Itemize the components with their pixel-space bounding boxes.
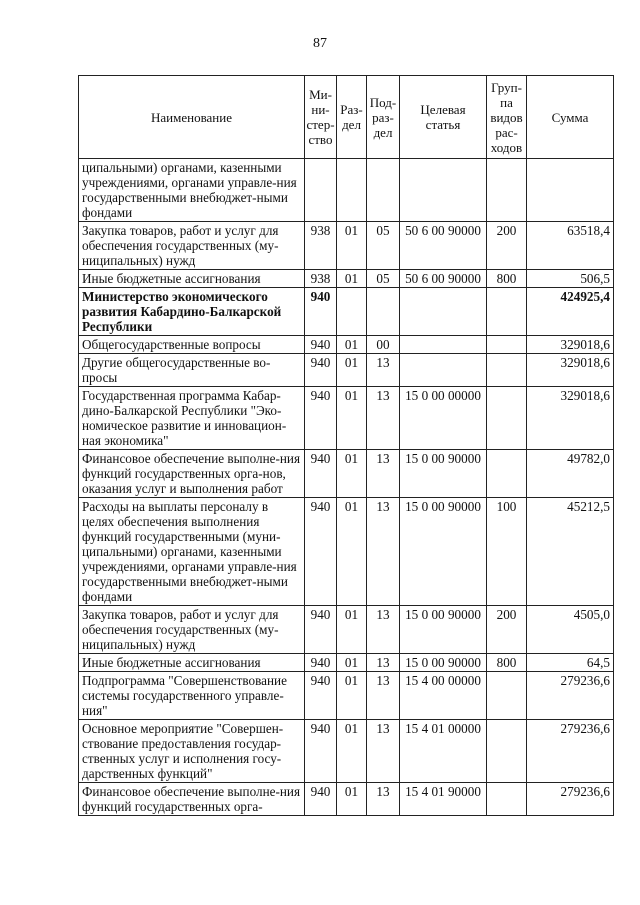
cell-target <box>400 354 487 387</box>
cell-group: 100 <box>487 498 527 606</box>
cell-subsection: 13 <box>367 606 400 654</box>
table-row <box>79 288 614 336</box>
cell-target: 15 0 00 90000 <box>400 498 487 606</box>
cell-group <box>487 336 527 354</box>
header-section <box>337 76 367 159</box>
cell-ministry <box>305 159 337 222</box>
cell-name: Закупка товаров, работ и услуг для обеспечения государственных (му-ниципальных) нужд <box>79 606 305 654</box>
cell-section <box>337 159 367 222</box>
cell-section: 01 <box>337 498 367 606</box>
cell-target: 15 4 01 00000 <box>400 720 487 783</box>
cell-ministry: 940 <box>305 783 337 816</box>
cell-target: 15 4 01 90000 <box>400 783 487 816</box>
table-row <box>79 270 614 288</box>
header-sum-text: Сумма <box>551 109 589 125</box>
cell-section: 01 <box>337 450 367 498</box>
table-row <box>79 336 614 354</box>
cell-ministry: 938 <box>305 270 337 288</box>
cell-sum: 279236,6 <box>527 672 614 720</box>
header-group-text: Груп- па видов рас- ходов <box>490 79 523 155</box>
cell-target <box>400 336 487 354</box>
cell-ministry: 940 <box>305 498 337 606</box>
cell-ministry: 940 <box>305 720 337 783</box>
cell-sum: 506,5 <box>527 270 614 288</box>
cell-target: 15 4 00 00000 <box>400 672 487 720</box>
cell-group: 800 <box>487 270 527 288</box>
header-sum <box>527 76 614 159</box>
cell-subsection: 05 <box>367 222 400 270</box>
cell-target: 50 6 00 90000 <box>400 270 487 288</box>
cell-ministry: 940 <box>305 450 337 498</box>
cell-group <box>487 387 527 450</box>
cell-sum: 329018,6 <box>527 387 614 450</box>
header-subsection <box>367 76 400 159</box>
cell-name: Закупка товаров, работ и услуг для обеспечения государственных (му-ниципальных) нужд <box>79 222 305 270</box>
cell-group <box>487 288 527 336</box>
cell-name: Расходы на выплаты персоналу в целях обеспечения выполнения функций государственными (муни-ципальными) органами, казенными учреждениями, органами управле-ния государственными внебюджет-ными фондами <box>79 498 305 606</box>
table-row <box>79 720 614 783</box>
cell-ministry: 940 <box>305 654 337 672</box>
table-row <box>79 606 614 654</box>
header-target <box>400 76 487 159</box>
cell-sum: 45212,5 <box>527 498 614 606</box>
table-row <box>79 159 614 222</box>
header-name <box>79 76 305 159</box>
cell-section: 01 <box>337 672 367 720</box>
table-row <box>79 450 614 498</box>
cell-name: Общегосударственные вопросы <box>79 336 305 354</box>
cell-ministry: 940 <box>305 606 337 654</box>
cell-subsection: 13 <box>367 720 400 783</box>
cell-sum: 64,5 <box>527 654 614 672</box>
cell-ministry: 940 <box>305 672 337 720</box>
cell-section: 01 <box>337 336 367 354</box>
cell-group <box>487 720 527 783</box>
cell-ministry: 940 <box>305 336 337 354</box>
cell-section: 01 <box>337 270 367 288</box>
table-header-row <box>79 76 614 159</box>
cell-group <box>487 159 527 222</box>
cell-section: 01 <box>337 783 367 816</box>
cell-subsection: 13 <box>367 783 400 816</box>
cell-subsection: 13 <box>367 450 400 498</box>
cell-section <box>337 288 367 336</box>
header-section-text: Раз- дел <box>340 102 363 132</box>
table-row <box>79 387 614 450</box>
cell-target: 15 0 00 90000 <box>400 450 487 498</box>
cell-group <box>487 672 527 720</box>
cell-name: ципальными) органами, казенными учреждениями, органами управле-ния государственными внебюджет-ными фондами <box>79 159 305 222</box>
cell-ministry: 940 <box>305 354 337 387</box>
cell-sum: 279236,6 <box>527 783 614 816</box>
budget-table <box>78 75 614 816</box>
cell-subsection: 00 <box>367 336 400 354</box>
cell-subsection: 13 <box>367 654 400 672</box>
header-ministry-text: Ми- ни- стер- ство <box>306 87 335 147</box>
cell-subsection: 13 <box>367 498 400 606</box>
cell-target: 15 0 00 90000 <box>400 606 487 654</box>
cell-sum: 424925,4 <box>527 288 614 336</box>
header-group <box>487 76 527 159</box>
table-row <box>79 672 614 720</box>
cell-name: Иные бюджетные ассигнования <box>79 270 305 288</box>
cell-ministry: 940 <box>305 387 337 450</box>
cell-name: Другие общегосударственные во-просы <box>79 354 305 387</box>
table-row <box>79 783 614 816</box>
cell-sum: 4505,0 <box>527 606 614 654</box>
cell-group <box>487 783 527 816</box>
cell-name: Финансовое обеспечение выполне-ния функций государственных орга- <box>79 783 305 816</box>
cell-group <box>487 450 527 498</box>
cell-sum: 279236,6 <box>527 720 614 783</box>
table-row <box>79 354 614 387</box>
table-row <box>79 654 614 672</box>
cell-target: 50 6 00 90000 <box>400 222 487 270</box>
header-subsection-text: Под- раз- дел <box>369 94 397 140</box>
cell-ministry: 940 <box>305 288 337 336</box>
header-name-text: Наименование <box>151 109 232 125</box>
cell-subsection: 13 <box>367 387 400 450</box>
cell-section: 01 <box>337 354 367 387</box>
header-target-text: Целевая статья <box>420 102 466 132</box>
cell-subsection <box>367 159 400 222</box>
cell-group: 800 <box>487 654 527 672</box>
cell-section: 01 <box>337 222 367 270</box>
cell-group <box>487 354 527 387</box>
cell-target <box>400 288 487 336</box>
cell-name: Финансовое обеспечение выполне-ния функций государственных орга-нов, оказания услуг и выполнения работ <box>79 450 305 498</box>
cell-subsection <box>367 288 400 336</box>
cell-name: Основное мероприятие "Совершен-ствование предоставления государ-ственных услуг и исполнения госу-дарственных функций" <box>79 720 305 783</box>
cell-subsection: 13 <box>367 354 400 387</box>
table-row <box>79 498 614 606</box>
cell-sum: 329018,6 <box>527 354 614 387</box>
cell-ministry: 938 <box>305 222 337 270</box>
cell-sum: 49782,0 <box>527 450 614 498</box>
cell-section: 01 <box>337 720 367 783</box>
page-number: 87 <box>313 36 327 51</box>
cell-sum: 329018,6 <box>527 336 614 354</box>
cell-name: Министерство экономического развития Кабардино-Балкарской Республики <box>79 288 305 336</box>
cell-subsection: 05 <box>367 270 400 288</box>
cell-section: 01 <box>337 606 367 654</box>
cell-group: 200 <box>487 606 527 654</box>
cell-sum: 63518,4 <box>527 222 614 270</box>
cell-target: 15 0 00 00000 <box>400 387 487 450</box>
cell-sum <box>527 159 614 222</box>
cell-group: 200 <box>487 222 527 270</box>
header-ministry <box>305 76 337 159</box>
table-row <box>79 222 614 270</box>
cell-section: 01 <box>337 654 367 672</box>
cell-name: Государственная программа Кабар-дино-Балкарской Республики "Эко-номическое развитие и инновацион-ная экономика" <box>79 387 305 450</box>
cell-section: 01 <box>337 387 367 450</box>
cell-name: Подпрограмма "Совершенствование системы государственного управле-ния" <box>79 672 305 720</box>
cell-name: Иные бюджетные ассигнования <box>79 654 305 672</box>
cell-subsection: 13 <box>367 672 400 720</box>
cell-target: 15 0 00 90000 <box>400 654 487 672</box>
cell-target <box>400 159 487 222</box>
